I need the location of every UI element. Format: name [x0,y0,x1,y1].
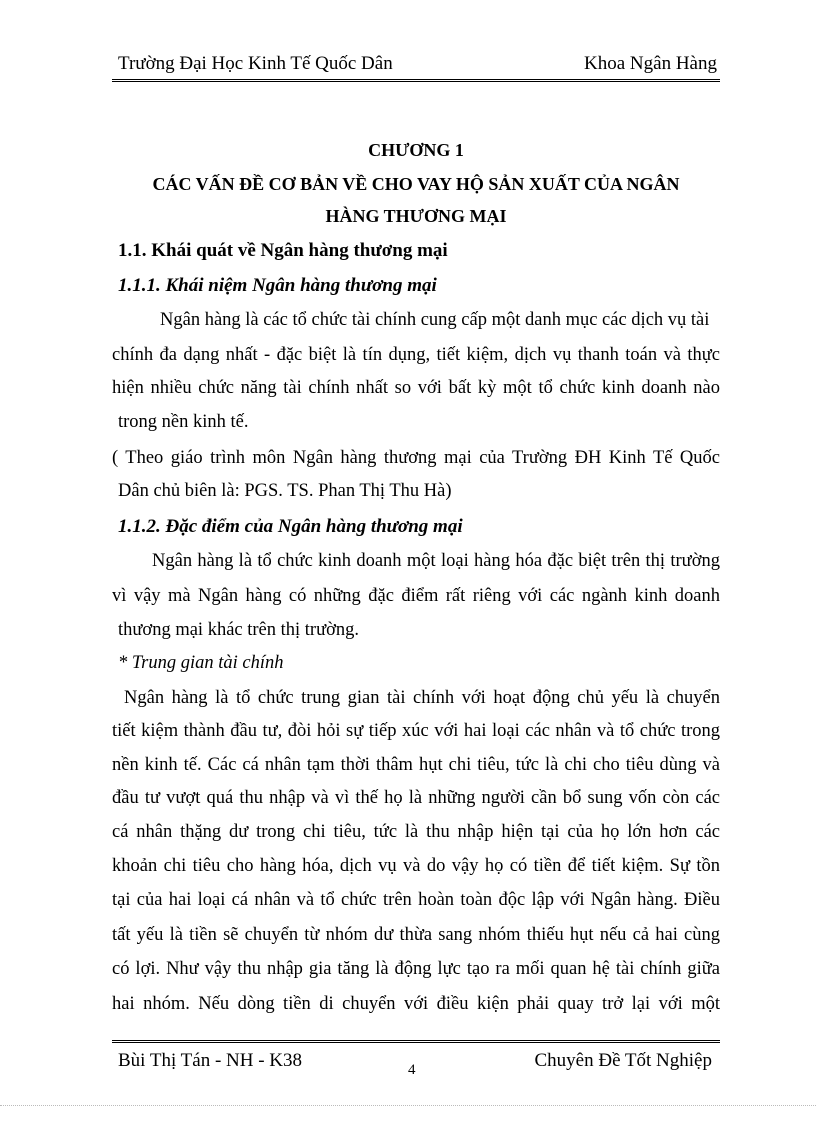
subheading-trung-gian: * Trung gian tài chính [118,653,284,673]
header-rule [112,79,720,82]
paragraph-line: có lợi. Như vậy thu nhập gia tăng là động lực tạo ra mối quan hệ tài chính giữa [112,959,720,979]
paragraph-line: thương mại khác trên thị trường. [118,620,360,640]
chapter-number: CHƯƠNG 1 [368,140,464,160]
paragraph-line: hai nhóm. Nếu dòng tiền di chuyển với điều kiện phải quay trở lại với một [112,994,720,1014]
paragraph-line: đầu tư vượt quá thu nhập và vì thế họ là những người cần bổ sung vốn còn các [112,788,720,808]
paragraph-line: cá nhân thặng dư trong chi tiêu, tức là thu nhập hiện tại của họ lớn hơn các [112,822,720,842]
chapter-title-line2: HÀNG THƯƠNG MẠI [325,206,507,226]
paragraph-line: Ngân hàng là tổ chức kinh doanh một loại hàng hóa đặc biệt trên thị trường [152,551,720,571]
paragraph-line: tiết kiệm thành đầu tư, đòi hỏi sự tiếp xúc với hai loại các nhân và tổ chức trong [112,721,720,741]
paragraph-line: vì vậy mà Ngân hàng có những đặc điểm rất riêng với các ngành kinh doanh [112,586,720,606]
section-heading-1-1-2: 1.1.2. Đặc điểm của Ngân hàng thương mại [118,516,463,537]
paragraph-line: Ngân hàng là các tổ chức tài chính cung cấp một danh mục các dịch vụ tài [160,310,710,330]
footer-rule [112,1040,720,1043]
citation-line: ( Theo giáo trình môn Ngân hàng thương mại của Trường ĐH Kinh Tế Quốc [112,448,720,468]
page-number: 4 [408,1062,416,1078]
section-heading-1-1-1: 1.1.1. Khái niệm Ngân hàng thương mại [118,275,437,296]
paragraph-line: khoản chi tiêu cho hàng hóa, dịch vụ và do vậy họ có tiền để tiết kiệm. Sự tồn [112,856,720,876]
page-bottom-dotted-line [0,1105,816,1106]
paragraph-line: tại của hai loại cá nhân và tổ chức trên hoàn toàn độc lập với Ngân hàng. Điều [112,890,720,910]
paragraph-line: nền kinh tế. Các cá nhân tạm thời thâm hụt chi tiêu, tức là chi cho tiêu dùng và [112,755,720,775]
paragraph-line: chính đa dạng nhất - đặc biệt là tín dụng, tiết kiệm, dịch vụ thanh toán và thực [112,345,720,365]
paragraph-line: tất yếu là tiền sẽ chuyển từ nhóm dư thừa sang nhóm thiếu hụt nếu cả hai cùng [112,925,720,945]
footer-right: Chuyên Đề Tốt Nghiệp [534,1050,712,1071]
header-left: Trường Đại Học Kinh Tế Quốc Dân [118,53,393,74]
paragraph-line: trong nền kinh tế. [118,412,249,432]
citation-line: Dân chủ biên là: PGS. TS. Phan Thị Thu Hà) [118,481,452,501]
header-right: Khoa Ngân Hàng [584,53,717,74]
footer-left: Bùi Thị Tán - NH - K38 [118,1050,303,1071]
paragraph-line: hiện nhiều chức năng tài chính nhất so với bất kỳ một tổ chức kinh doanh nào [112,378,720,398]
section-heading-1-1: 1.1. Khái quát về Ngân hàng thương mại [118,240,448,261]
chapter-title-line1: CÁC VẤN ĐỀ CƠ BẢN VỀ CHO VAY HỘ SẢN XUẤT CỦA NGÂN [152,174,680,194]
paragraph-line: Ngân hàng là tổ chức trung gian tài chính với hoạt động chủ yếu là chuyển [124,688,720,708]
